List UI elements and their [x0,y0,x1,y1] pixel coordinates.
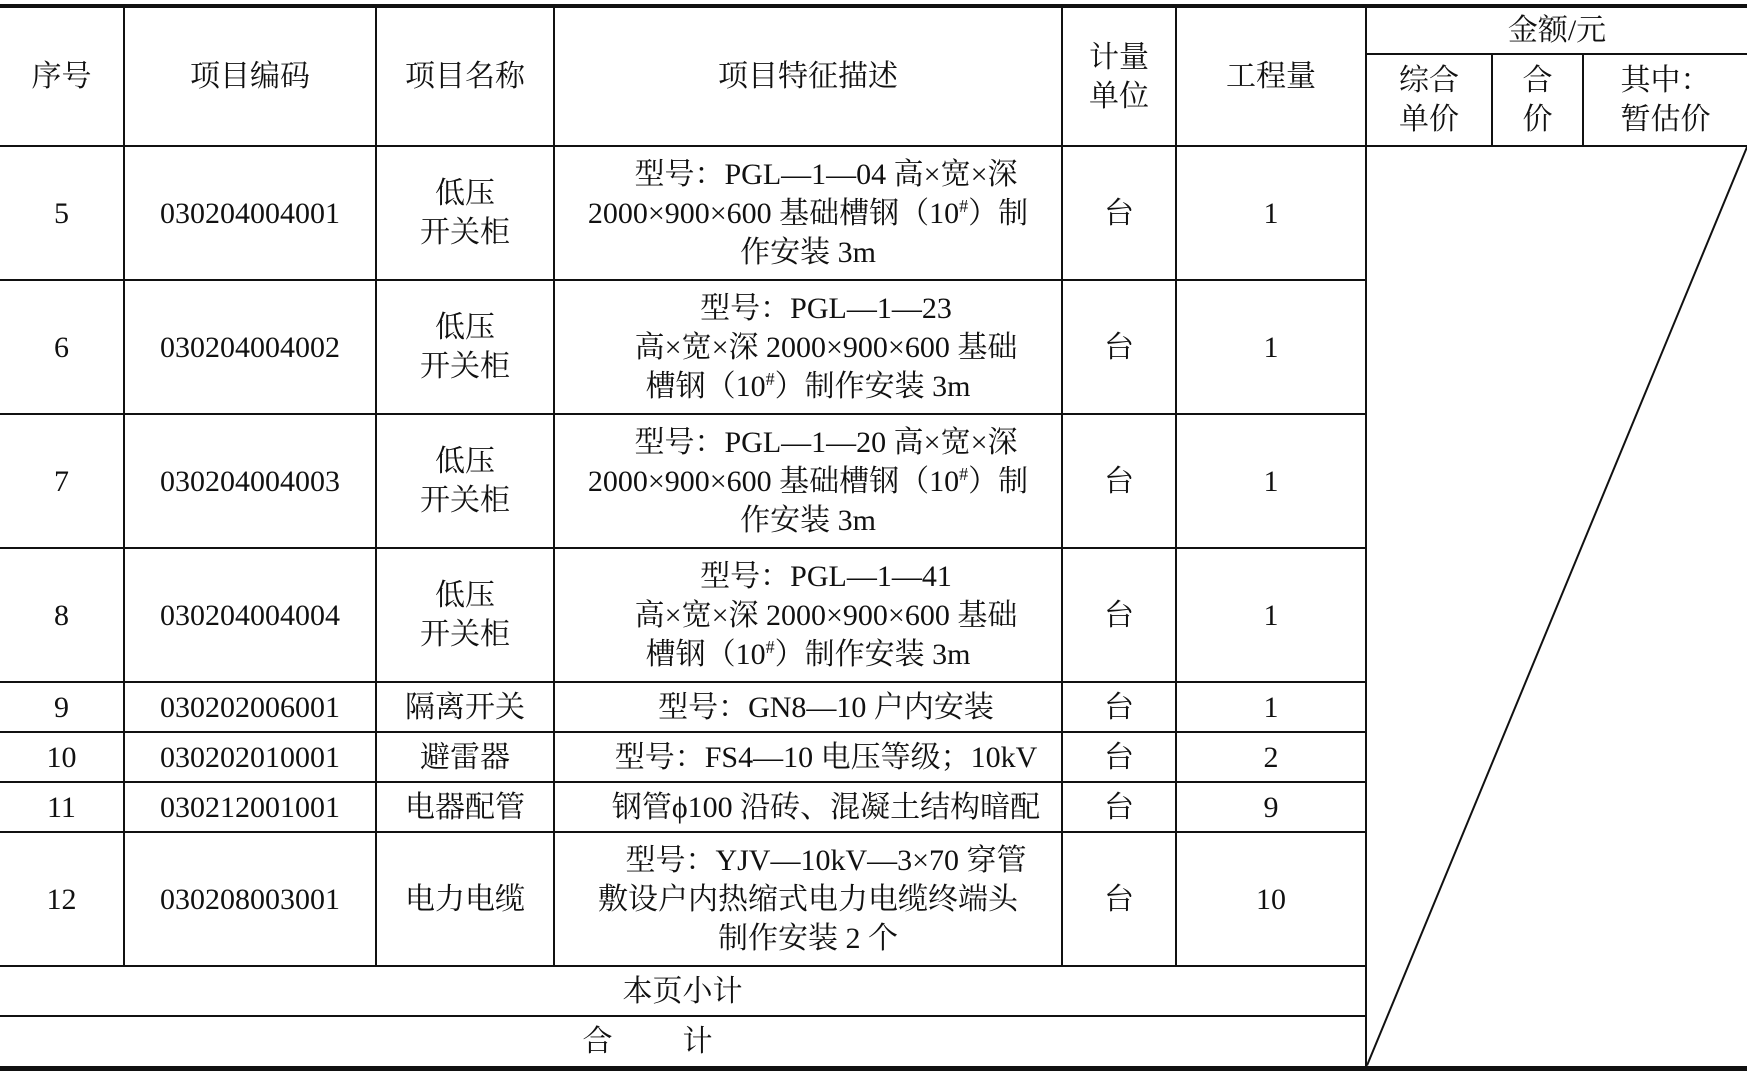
header-total-price-line2: 价 [1522,103,1553,136]
row-quantity: 2 [1176,732,1366,782]
row-seq: 6 [0,280,124,414]
row-desc-line2-pre: 2000×900×600 基础槽钢（10 [587,464,960,498]
row-unit: 台 [1062,832,1176,966]
page-subtotal-label: 本页小计 [0,966,1366,1016]
header-total-price [1492,54,1583,146]
row-seq: 9 [0,682,124,732]
header-code: 项目编码 [124,6,376,146]
grand-total-text: 合计 [582,1024,783,1058]
row-desc-line2-post: ）制 [968,196,1029,230]
header-unit-price [1366,54,1492,146]
header-unit-line1: 计量 [1089,40,1149,74]
row-desc-line3: 制作安装 2 个 [718,921,898,955]
row-description [554,832,1062,966]
row-seq: 10 [0,732,124,782]
header-provisional-line1: 其中： [1620,64,1711,97]
row-seq: 7 [0,414,124,548]
row-desc-line3-post: ）制作安装 3m [774,637,971,671]
row-name-line1: 低压 [435,445,495,478]
row-name-line1: 低压 [435,579,495,612]
row-unit: 台 [1062,782,1176,832]
row-description [554,782,1062,832]
row-description [554,146,1062,280]
row-description [554,732,1062,782]
row-unit: 台 [1062,280,1176,414]
row-quantity: 9 [1176,782,1366,832]
row-name: 电力电缆 [376,832,554,966]
row-unit: 台 [1062,732,1176,782]
row-desc-line1: 型号：PGL—1—20 高×宽×深 [634,425,1018,459]
row-desc-line1: 型号：PGL—1—41 [700,559,952,593]
header-quantity: 工程量 [1176,6,1366,146]
row-unit: 台 [1062,414,1176,548]
row-unit: 台 [1062,146,1176,280]
table-row [0,146,1747,280]
header-unit-price-line2: 单价 [1399,103,1459,136]
row-quantity: 1 [1176,414,1366,548]
row-name: 避雷器 [376,732,554,782]
row-desc-line3: 作安装 3m [740,235,876,269]
row-name-line1: 低压 [435,311,495,344]
row-name-line2: 开关柜 [420,618,510,651]
row-quantity: 1 [1176,548,1366,682]
row-seq: 12 [0,832,124,966]
row-desc-line3-post: ）制作安装 3m [774,369,971,403]
row-code: 030212001001 [124,782,376,832]
row-name: 电器配管 [376,782,554,832]
header-total-price-line1: 合 [1522,64,1553,97]
header-amount: 金额/元 [1366,6,1747,54]
row-unit: 台 [1062,682,1176,732]
row-name-line1: 低压 [435,177,495,210]
row-name: 隔离开关 [376,682,554,732]
row-name [376,548,554,682]
header-name: 项目名称 [376,6,554,146]
row-desc: 型号：GN8—10 户内安装 [658,690,994,724]
row-desc-line1: 型号：PGL—1—04 高×宽×深 [634,157,1018,191]
row-desc-line3-pre: 槽钢（10 [645,369,766,403]
row-quantity: 1 [1176,280,1366,414]
row-description [554,682,1062,732]
row-name [376,414,554,548]
row-code: 030204004004 [124,548,376,682]
row-desc-line2: 敷设户内热缩式电力电缆终端头 [598,882,1018,916]
row-code: 030204004003 [124,414,376,548]
row-desc-line3-pre: 槽钢（10 [645,637,766,671]
row-desc-line2-sup: # [959,195,969,216]
row-description [554,548,1062,682]
header-provisional-line2: 暂估价 [1620,103,1711,136]
header-unit-price-line1: 综合 [1399,64,1459,97]
amount-blank-area [1366,146,1747,1068]
row-code: 030204004002 [124,280,376,414]
row-seq: 8 [0,548,124,682]
row-unit: 台 [1062,548,1176,682]
row-quantity: 1 [1176,146,1366,280]
row-desc-line2-sup: # [959,463,969,484]
bill-of-quantities-table [0,4,1747,1071]
row-name-line2: 开关柜 [420,350,510,383]
row-desc-line2: 高×宽×深 2000×900×600 基础 [634,598,1018,632]
header-unit-line2: 单位 [1089,79,1149,113]
header-row-top [0,6,1747,54]
row-quantity: 10 [1176,832,1366,966]
row-desc-line2-pre: 2000×900×600 基础槽钢（10 [587,196,960,230]
row-desc-line3: 作安装 3m [740,503,876,537]
row-quantity: 1 [1176,682,1366,732]
row-description [554,280,1062,414]
row-seq: 5 [0,146,124,280]
row-desc-line3-sup: # [765,636,775,657]
header-provisional-price [1583,54,1747,146]
row-desc-line3-sup: # [765,368,775,389]
row-desc: 型号：FS4—10 电压等级；10kV [614,740,1038,774]
row-desc-line1: 型号：PGL—1—23 [700,291,952,325]
row-name-line2: 开关柜 [420,216,510,249]
header-seq: 序号 [0,6,124,146]
row-code: 030202006001 [124,682,376,732]
row-desc-line2: 高×宽×深 2000×900×600 基础 [634,330,1018,364]
header-description: 项目特征描述 [554,6,1062,146]
header-unit [1062,6,1176,146]
row-name-line2: 开关柜 [420,484,510,517]
row-code: 030204004001 [124,146,376,280]
row-code: 030202010001 [124,732,376,782]
row-code: 030208003001 [124,832,376,966]
row-desc-line2-post: ）制 [968,464,1029,498]
amount-slash-line [1367,147,1747,1066]
grand-total-label [0,1016,1366,1068]
row-name [376,146,554,280]
row-desc: 钢管ϕ100 沿砖、混凝土结构暗配 [611,790,1041,824]
row-seq: 11 [0,782,124,832]
row-description [554,414,1062,548]
row-desc-line1: 型号：YJV—10kV—3×70 穿管 [625,843,1027,877]
row-name [376,280,554,414]
